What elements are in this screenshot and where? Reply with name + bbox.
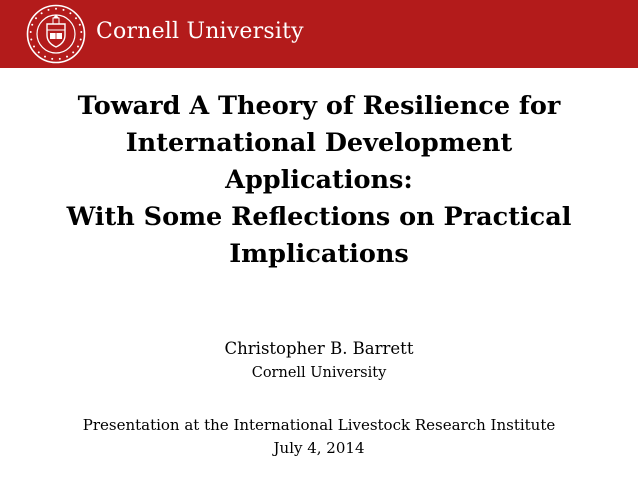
title-line: International Development (125, 128, 513, 158)
title-line: Applications: (225, 165, 413, 195)
presentation-title (10, 88, 628, 273)
presentation-date: July 4, 2014 (273, 439, 365, 457)
cornell-seal-icon (26, 4, 86, 64)
title-line: Toward A Theory of Resilience for (77, 91, 561, 121)
title-line: With Some Reflections on Practical (66, 202, 572, 232)
header-banner (0, 0, 638, 68)
author-affiliation: Cornell University (251, 365, 387, 381)
title-line: Implications (229, 239, 409, 269)
university-wordmark: Cornell University (96, 19, 304, 44)
presentation-info (0, 414, 638, 460)
presentation-venue: Presentation at the International Livestock Research Institute (82, 416, 556, 434)
author-block (0, 338, 638, 384)
author-name: Christopher B. Barrett (224, 339, 414, 358)
